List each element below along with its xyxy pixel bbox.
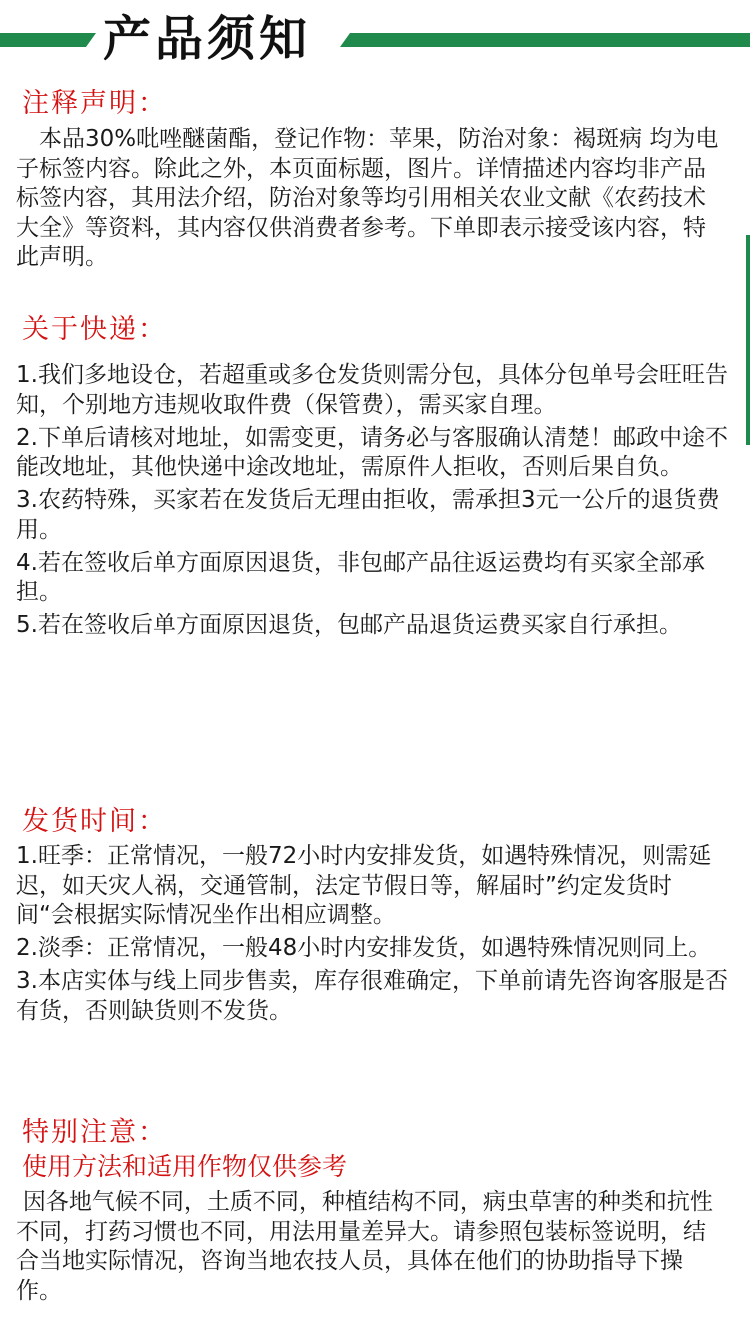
notice-text: 因各地气候不同，土质不同，种植结构不同，病虫草害的种类和抗性不同，打药习惯也不同，用法用量差异大。请参照包装标签说明，结合当地实际情况，咨询当地农技人员，具体在他们的协助指导下操作。 (16, 1189, 713, 1304)
shipping-item-1: 1.旺季：正常情况，一般72小时内安排发货，如遇特殊情况，则需延迟，如天灾人祸，交通管制，法定节假日等，解届时”约定发货时间“会根据实际情况坐作出相应调整。 (16, 843, 712, 928)
express-item-3: 3.农药特殊，买家若在发货后无理由拒收，需承担3元一公斤的退货费用。 (16, 487, 720, 543)
annotation-text: 本品30%吡唑醚菌酯，登记作物：苹果，防治对象：褐斑病 均为电子标签内容。除此之外，本页面标题，图片。详情描述内容均非产品标签内容，其用法介绍，防治对象等均引用相关农业文献《农药技术大全》等资料，其内容仅供消费者参考。下单即表示接受该内容，特此声明。 (16, 126, 719, 270)
header-bar-right-tip (340, 33, 350, 47)
annotation-heading: 注释声明： (22, 88, 167, 119)
notice-heading: 特别注意： (22, 1117, 167, 1148)
header-bar-left (0, 33, 86, 47)
express-item-2: 2.下单后请核对地址，如需变更，请务必与客服确认清楚！邮政中途不能改地址，其他快递中途改地址，需原件人拒收，否则后果自负。 (16, 424, 728, 480)
header-banner (0, 0, 750, 80)
notice-text-block (16, 1188, 728, 1310)
express-heading: 关于快递： (22, 314, 167, 345)
express-item-5: 5.若在签收后单方面原因退货，包邮产品退货运费买家自行承担。 (16, 612, 682, 638)
express-item-4: 4.若在签收后单方面原因退货，非包邮产品往返运费均有买家全部承担。 (16, 549, 705, 605)
express-item-1: 1.我们多地设仓，若超重或多仓发货则需分包，具体分包单号会旺旺告知，个别地方违规收取件费（保管费），需买家自理。 (16, 362, 728, 418)
shipping-list (16, 842, 728, 1030)
edge-accent-line (746, 235, 750, 445)
shipping-item-3: 3.本店实体与线上同步售卖，库存很难确定，下单前请先咨询客服是否有货，否则缺货则不发货。 (16, 968, 728, 1024)
annotation-text-block (16, 125, 728, 276)
shipping-heading: 发货时间： (22, 806, 167, 837)
notice-subheading: 使用方法和适用作物仅供参考 (22, 1152, 348, 1181)
page-title: 产品须知 (103, 11, 312, 67)
express-list (16, 361, 728, 644)
shipping-item-2: 2.淡季：正常情况，一般48小时内安排发货，如遇特殊情况则同上。 (16, 935, 712, 961)
header-bar-left-tip (86, 33, 96, 47)
header-bar-right (350, 33, 750, 47)
